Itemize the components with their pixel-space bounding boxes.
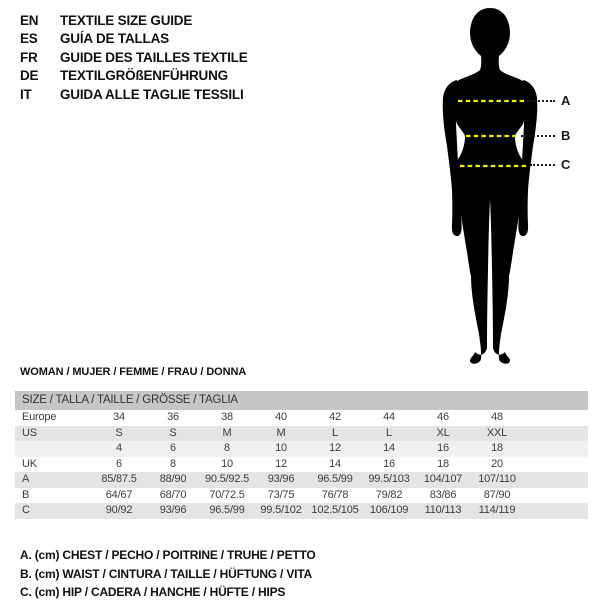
section-title: WOMAN / MUJER / FEMME / FRAU / DONNA	[20, 366, 247, 378]
size-cell: M	[222, 426, 232, 439]
size-cell: L	[332, 426, 338, 439]
measurement-legend	[20, 546, 316, 602]
size-cell: 44	[383, 411, 395, 423]
size-cell: 16	[437, 442, 449, 454]
size-cell: 34	[113, 411, 125, 423]
row-label: B	[22, 488, 30, 501]
size-cell: 90.5/92.5	[204, 473, 250, 485]
row-label: UK	[22, 457, 37, 470]
legend-waist: B. (cm) WAIST / CINTURA / TAILLE / HÜFTUNG / VITA	[20, 566, 312, 581]
silhouette-body	[450, 8, 531, 364]
size-cell: 20	[491, 457, 503, 470]
size-cell: 88/90	[159, 473, 187, 485]
size-cell: 114/119	[478, 504, 516, 516]
size-cell: 90/92	[105, 504, 133, 516]
size-cell: 83/86	[429, 488, 457, 501]
size-cell: 42	[329, 411, 341, 423]
marker-label-c: C	[561, 157, 571, 172]
size-cell: 70/72.5	[209, 488, 245, 501]
row-label: Europe	[22, 411, 57, 423]
size-cell: 99.5/102	[260, 504, 302, 516]
leader-line-b	[521, 135, 555, 137]
leader-line-a	[527, 100, 555, 102]
lang-row-it	[20, 86, 248, 104]
size-table	[15, 391, 588, 519]
size-cell: 8	[170, 457, 176, 470]
woman-silhouette	[435, 4, 545, 368]
row-label	[15, 441, 92, 457]
size-cell: XL	[436, 426, 450, 439]
lang-label: TEXTILE SIZE GUIDE	[60, 13, 193, 28]
size-cell: 36	[167, 411, 179, 423]
table-row	[15, 410, 588, 426]
table-row	[15, 441, 588, 457]
legend-chest: A. (cm) CHEST / PECHO / POITRINE / TRUHE / PETTO	[20, 548, 316, 562]
row-label: A	[22, 473, 30, 485]
size-cell: 6	[116, 457, 122, 470]
size-cell: 10	[221, 457, 233, 470]
lang-code: ES	[20, 31, 38, 47]
legend-hip: C. (cm) HIP / CADERA / HANCHE / HÜFTE / HIPS	[20, 585, 286, 599]
size-cell: 104/107	[423, 473, 463, 485]
size-cell: L	[386, 426, 392, 439]
measurement-figure	[435, 4, 600, 368]
lang-label: GUÍA DE TALLAS	[60, 31, 169, 47]
size-table-body	[15, 410, 588, 519]
row-label: C	[22, 504, 30, 516]
leader-line-c	[530, 164, 555, 166]
size-cell: 79/82	[375, 488, 403, 501]
size-cell: 18	[491, 442, 503, 454]
size-cell: S	[169, 426, 177, 439]
size-cell: 18	[437, 457, 449, 470]
lang-code: FR	[20, 49, 38, 65]
size-cell: 12	[329, 442, 341, 454]
size-cell: 48	[491, 411, 503, 423]
size-cell: 99.5/103	[368, 473, 410, 485]
marker-label-a: A	[561, 93, 571, 108]
size-cell: 102.5/105	[311, 504, 359, 516]
lang-code: DE	[20, 68, 39, 84]
size-cell: 64/67	[105, 488, 133, 501]
lang-code: IT	[20, 86, 32, 102]
lang-label: TEXTILGRÖßENFÜHRUNG	[60, 68, 228, 84]
size-cell: 76/78	[321, 488, 349, 501]
table-row	[15, 472, 588, 488]
size-cell: 40	[275, 411, 287, 423]
lang-row-de	[20, 67, 248, 85]
size-cell: 93/96	[159, 504, 187, 516]
size-cell: 12	[275, 457, 287, 470]
table-row	[15, 426, 588, 442]
lang-row-fr	[20, 49, 248, 67]
size-cell: 85/87.5	[101, 473, 137, 485]
size-cell: 46	[437, 411, 449, 423]
table-row	[15, 503, 588, 519]
size-cell: 87/90	[483, 488, 511, 501]
size-cell: M	[276, 426, 286, 439]
size-cell: 4	[116, 442, 122, 454]
lang-row-en	[20, 12, 248, 30]
size-cell: XXL	[486, 426, 508, 439]
size-cell: 68/70	[159, 488, 187, 501]
size-cell: 16	[383, 457, 395, 470]
marker-label-b: B	[561, 128, 571, 143]
lang-code: EN	[20, 13, 39, 28]
size-cell: 107/110	[478, 473, 516, 485]
size-cell: 10	[275, 442, 287, 454]
lang-label: GUIDE DES TAILLES TEXTILE	[60, 49, 248, 65]
size-cell: 73/75	[267, 488, 295, 501]
lang-row-es	[20, 30, 248, 48]
table-row	[15, 457, 588, 473]
size-cell: 14	[329, 457, 341, 470]
size-cell: 96.5/99	[317, 473, 353, 485]
size-cell: 14	[383, 442, 395, 454]
size-table-header: SIZE / TALLA / TAILLE / GRÖSSE / TAGLIA	[15, 391, 588, 410]
size-cell: 93/96	[267, 473, 295, 485]
size-cell: 106/109	[369, 504, 409, 516]
language-title-block	[20, 12, 248, 104]
row-label: US	[22, 426, 37, 439]
size-cell: 8	[224, 442, 230, 454]
table-row	[15, 488, 588, 504]
size-cell: 110/113	[424, 504, 462, 516]
size-cell: 96.5/99	[209, 504, 245, 516]
size-cell: 6	[170, 442, 176, 454]
size-cell: 38	[221, 411, 233, 423]
size-cell: S	[115, 426, 123, 439]
lang-label: GUIDA ALLE TAGLIE TESSILI	[60, 86, 244, 102]
